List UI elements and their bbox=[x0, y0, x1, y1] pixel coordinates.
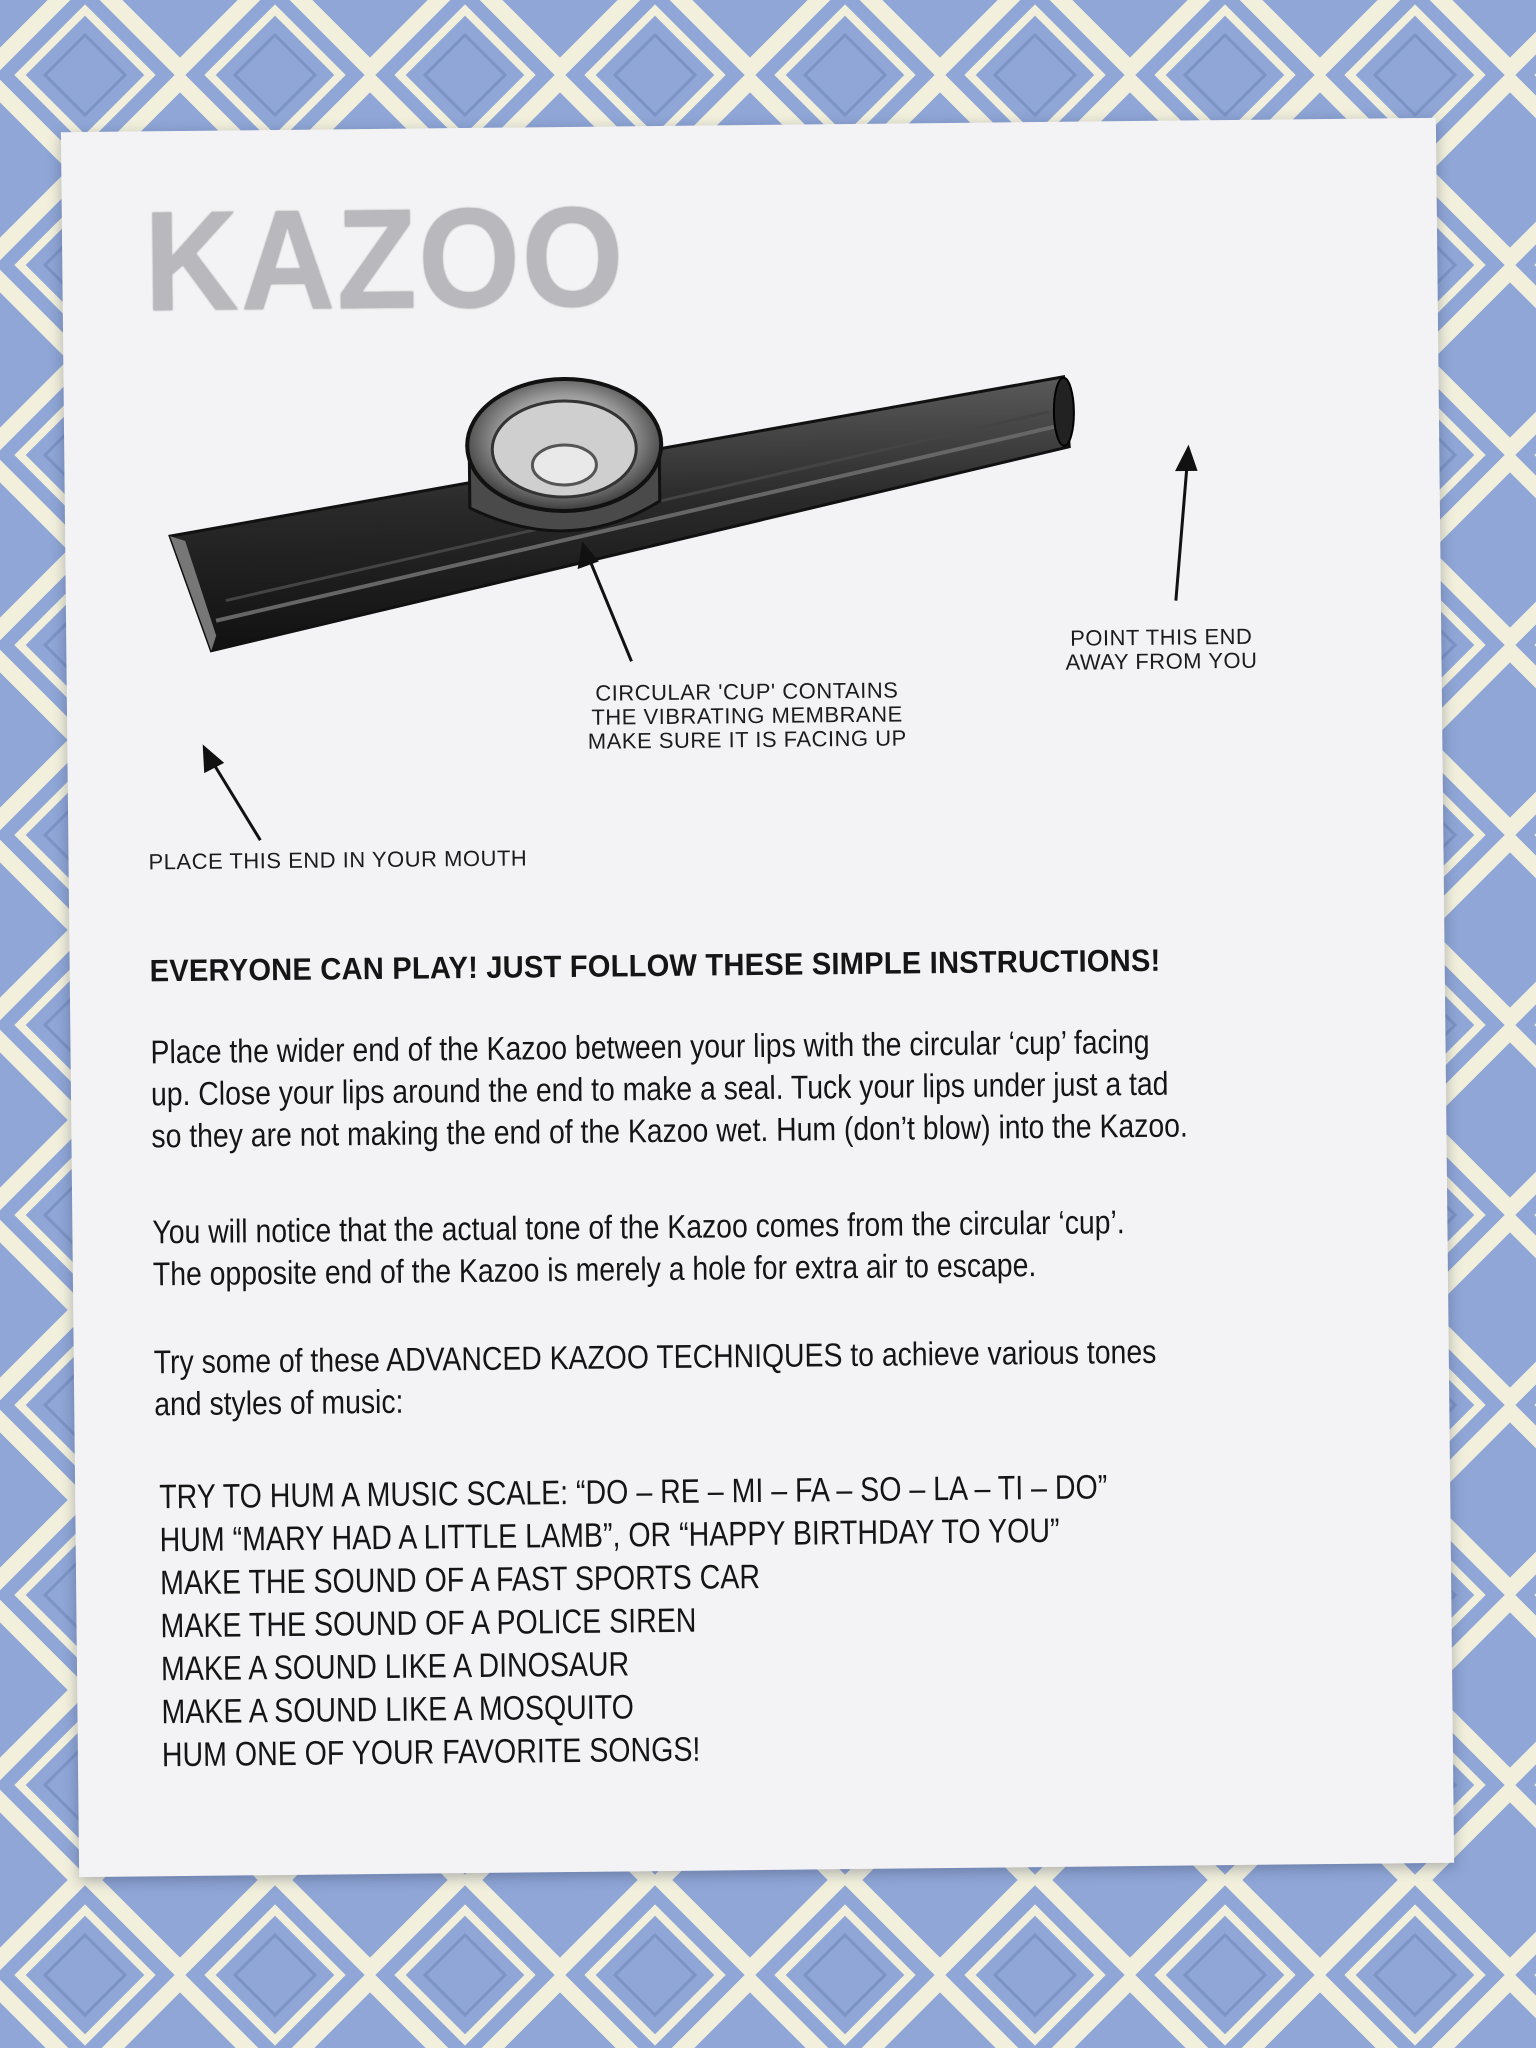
mouth-end-callout-label: PLACE THIS END IN YOUR MOUTH bbox=[148, 845, 528, 875]
technique-item: TRY TO HUM A MUSIC SCALE: “DO – RE – MI – FA – SO – LA – TI – DO” bbox=[159, 1468, 1108, 1517]
techniques-list bbox=[159, 1466, 1110, 1777]
technique-item: MAKE THE SOUND OF A POLICE SIREN bbox=[160, 1601, 697, 1646]
technique-item: MAKE A SOUND LIKE A MOSQUITO bbox=[161, 1688, 635, 1732]
point-end-callout-label: POINT THIS END AWAY FROM YOU bbox=[1065, 623, 1258, 675]
page-title: KAZOO bbox=[143, 177, 626, 342]
kazoo-cup bbox=[467, 378, 663, 532]
instructions-headline: EVERYONE CAN PLAY! JUST FOLLOW THESE SIMPLE INSTRUCTIONS! bbox=[149, 942, 1161, 989]
instructions-paragraph-3: Try some of these ADVANCED KAZOO TECHNIQUES to achieve various tones and styles of music: bbox=[153, 1332, 1157, 1423]
technique-item: MAKE A SOUND LIKE A DINOSAUR bbox=[160, 1645, 630, 1689]
technique-item: HUM ONE OF YOUR FAVORITE SONGS! bbox=[161, 1730, 701, 1775]
cup-callout-label: CIRCULAR 'CUP' CONTAINS THE VIBRATING MEMBRANE MAKE SURE IT IS FACING UP bbox=[587, 677, 907, 754]
instructions-paragraph-2: You will notice that the actual tone of the Kazoo comes from the circular ‘cup’. The opposite end of the Kazoo is merely a hole for extra air to escape. bbox=[152, 1203, 1125, 1293]
instructions-paragraph-1: Place the wider end of the Kazoo between your lips with the circular ‘cup’ facing up. Close your lips around the end to make a seal. Tuck your lips under just a tad so they are not making the end of the Kazoo wet. Hum (don’t blow) into the Kazoo. bbox=[150, 1022, 1189, 1155]
instruction-sheet bbox=[61, 118, 1454, 1877]
technique-item: MAKE THE SOUND OF A FAST SPORTS CAR bbox=[159, 1558, 761, 1603]
technique-item: HUM “MARY HAD A LITTLE LAMB”, OR “HAPPY BIRTHDAY TO YOU” bbox=[159, 1511, 1060, 1560]
kazoo-illustration bbox=[61, 118, 1444, 912]
